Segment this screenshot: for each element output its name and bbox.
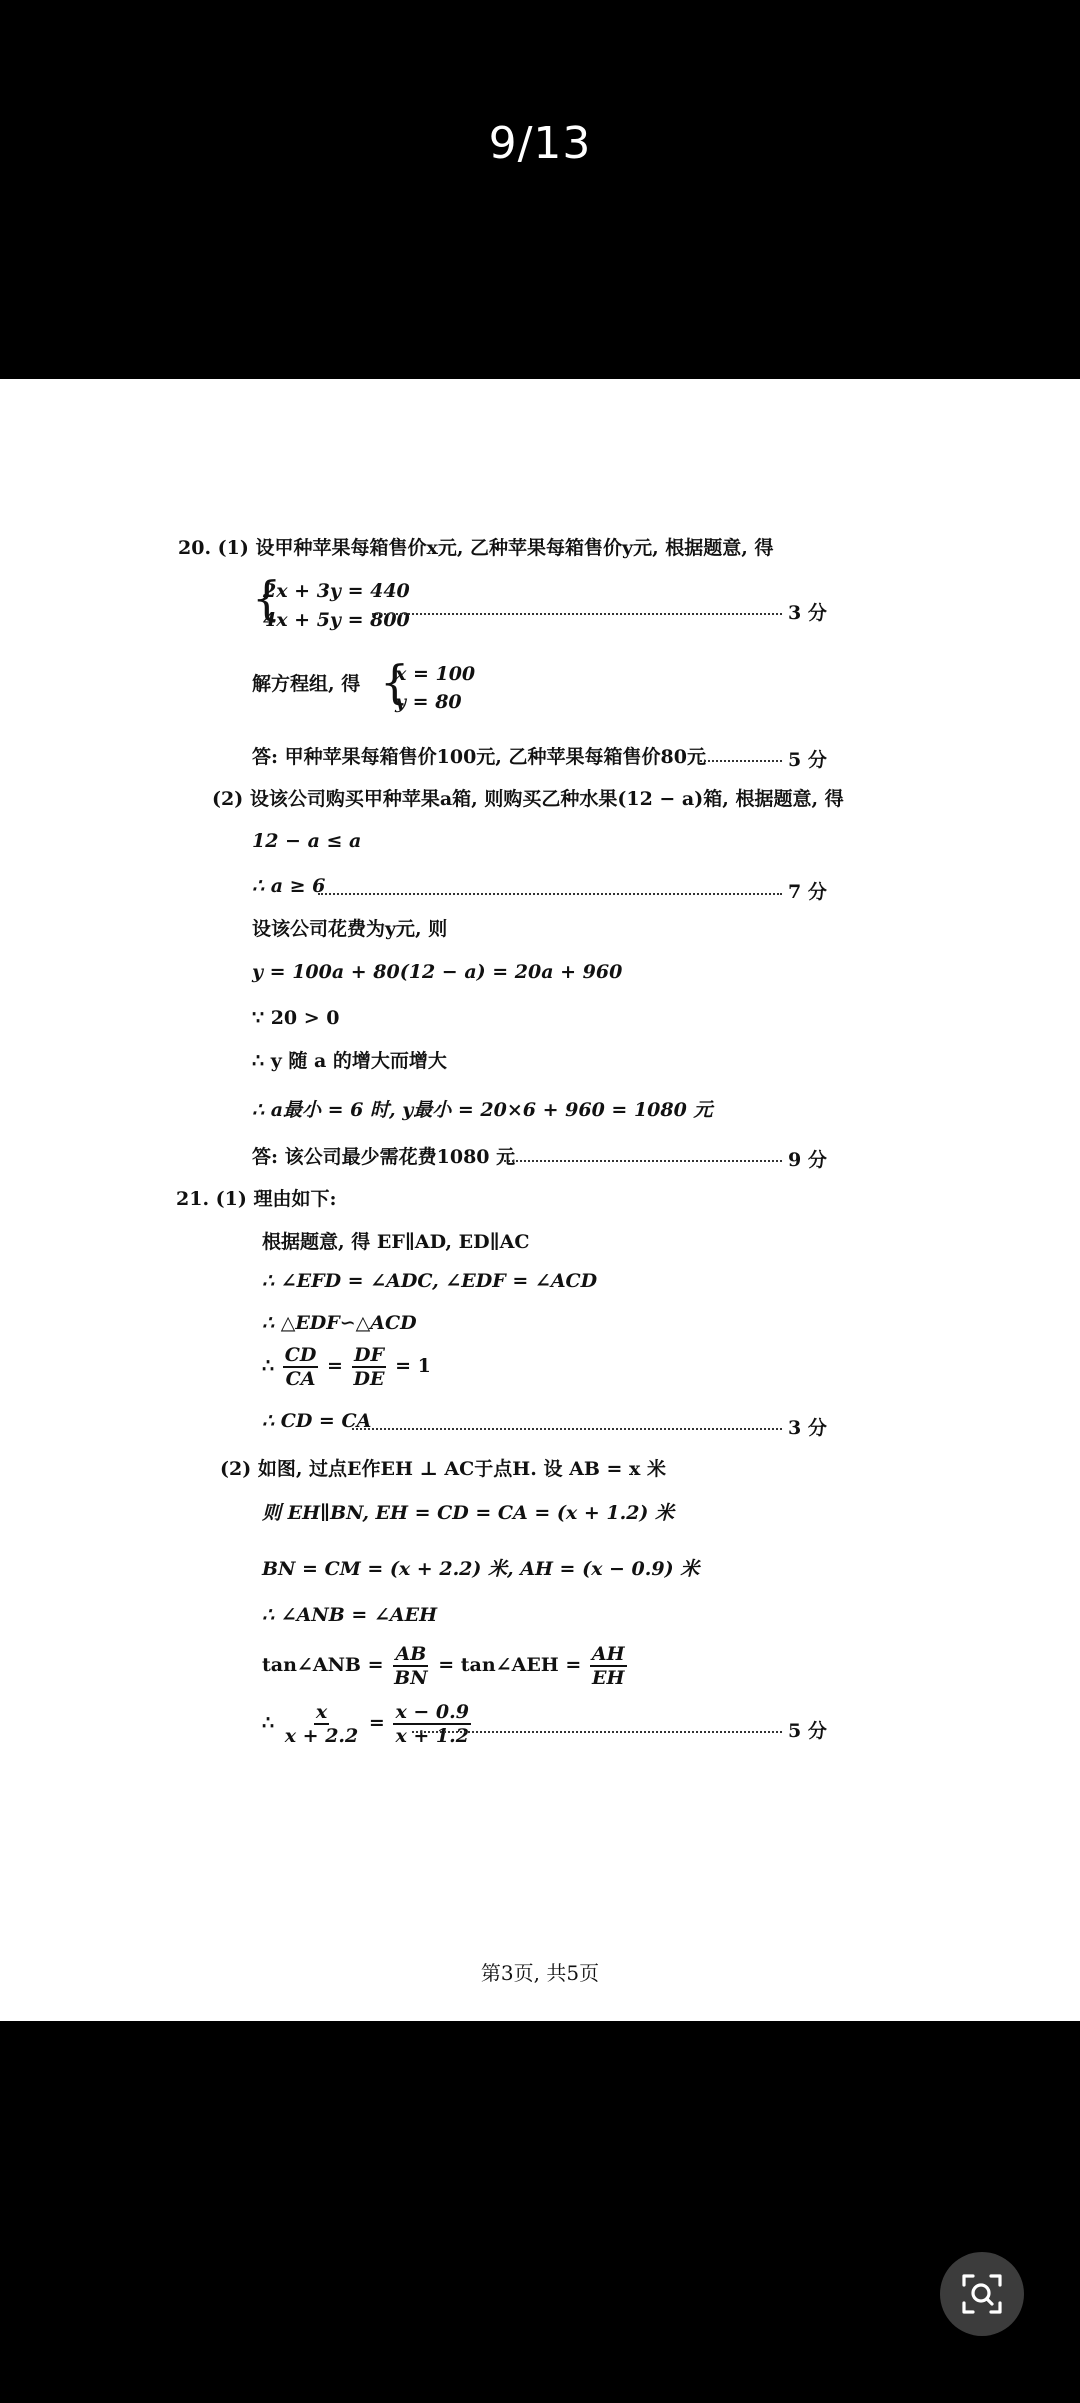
fraction xyxy=(393,1701,471,1747)
score-mark: 5 分 xyxy=(788,1720,827,1742)
numerator: CD xyxy=(284,1344,317,1366)
page-counter: 9/13 xyxy=(488,118,592,169)
equals-one: = 1 xyxy=(395,1355,431,1377)
numerator: x − 0.9 xyxy=(395,1701,469,1723)
a-result: ∴ a ≥ 6 xyxy=(252,875,326,897)
dot-leader xyxy=(352,1428,782,1430)
numerator: DF xyxy=(354,1344,384,1366)
dot-leader xyxy=(412,1731,782,1733)
fraction xyxy=(283,1344,319,1390)
dot-leader xyxy=(700,760,782,762)
denominator: x + 2.2 xyxy=(284,1725,359,1747)
q21-line-2: ∴ ∠EFD = ∠ADC, ∠EDF = ∠ACD xyxy=(262,1270,598,1292)
image-search-icon xyxy=(960,2272,1004,2316)
fraction xyxy=(283,1701,361,1747)
equation-brace: { xyxy=(252,571,282,625)
solve-label: 解方程组, 得 xyxy=(252,673,361,695)
q21-m-line-1: 则 EH∥BN, EH = CD = CA = (x + 1.2) 米 xyxy=(262,1502,675,1524)
tan-line xyxy=(262,1643,629,1689)
solution-x: x = 100 xyxy=(395,663,476,685)
dot-leader xyxy=(500,1160,782,1162)
q21-ratio-line: ∴ $\frac{CD}{CA}$ = $\frac{DF}{DE}$ = 1 xyxy=(262,1344,431,1390)
answer-2: 答: 该公司最少需花费1080 元 xyxy=(252,1146,516,1168)
page-footer: 第3页, 共5页 xyxy=(480,1961,600,1985)
solution-y: y = 80 xyxy=(395,691,462,713)
tan-label-2: = tan∠AEH = xyxy=(438,1654,582,1676)
fraction xyxy=(590,1643,627,1689)
score-mark: 5 分 xyxy=(788,749,827,771)
minimum-line: ∴ a最小 = 6 时, y最小 = 20×6 + 960 = 1080 元 xyxy=(252,1099,713,1121)
document-page[interactable] xyxy=(0,379,1080,2021)
cost-definition: 设该公司花费为y元, 则 xyxy=(252,918,448,940)
solution-brace: { xyxy=(380,655,410,709)
score-mark: 3 分 xyxy=(788,602,827,624)
dot-leader xyxy=(372,613,782,615)
score-mark: 7 分 xyxy=(788,881,827,903)
q21-m-line-2: BN = CM = (x + 2.2) 米, AH = (x − 0.9) 米 xyxy=(262,1558,700,1580)
q21-m-line-3: ∴ ∠ANB = ∠AEH xyxy=(262,1604,438,1626)
fraction xyxy=(392,1643,429,1689)
score-mark: 3 分 xyxy=(788,1417,827,1439)
fraction xyxy=(352,1344,387,1390)
q21-part1-heading: 21. (1) 理由如下: xyxy=(176,1188,337,1210)
equation-2: 4x + 5y = 800 xyxy=(263,609,410,631)
inequality: 12 − a ≤ a xyxy=(252,830,362,852)
q21-line-1: 根据题意, 得 EF∥AD, ED∥AC xyxy=(262,1231,530,1253)
denominator: EH xyxy=(592,1667,625,1689)
numerator: AH xyxy=(591,1643,625,1665)
tan-label-1: tan∠ANB = xyxy=(262,1654,384,1676)
q21-line-3: ∴ △EDF∽△ACD xyxy=(262,1312,417,1334)
dot-leader xyxy=(318,893,782,895)
answer-1: 答: 甲种苹果每箱售价100元, 乙种苹果每箱售价80元 xyxy=(252,746,706,768)
q20-part2-heading: (2) 设该公司购买甲种苹果a箱, 则购买乙种水果(12 − a)箱, 根据题意, 得 xyxy=(212,788,844,810)
q20-part1-heading: 20. (1) 设甲种苹果每箱售价x元, 乙种苹果每箱售价y元, 根据题意, 得 xyxy=(178,537,774,559)
q21-conclusion: ∴ CD = CA xyxy=(262,1410,372,1432)
because-line: ∵ 20 > 0 xyxy=(252,1007,340,1029)
final-equation: ∴ $\frac{x}{x + 2.2}$ = $\frac{x - 0.9}{x + 1.2}$ xyxy=(262,1701,469,1747)
therefore-symbol: ∴ xyxy=(262,1355,275,1377)
increase-line: ∴ y 随 a 的增大而增大 xyxy=(252,1050,447,1072)
therefore-symbol: ∴ xyxy=(262,1712,275,1734)
denominator: x + 1.2 xyxy=(395,1725,469,1747)
denominator: BN xyxy=(394,1667,428,1689)
score-mark: 9 分 xyxy=(788,1149,827,1171)
equation-1: 2x + 3y = 440 xyxy=(263,580,410,602)
image-search-button[interactable] xyxy=(940,2252,1024,2336)
numerator: AB xyxy=(395,1643,427,1665)
denominator: CA xyxy=(285,1368,316,1390)
cost-equation: y = 100a + 80(12 − a) = 20a + 960 xyxy=(252,961,623,983)
numerator: x xyxy=(315,1701,328,1723)
denominator: DE xyxy=(353,1368,385,1390)
q21-part2-heading: (2) 如图, 过点E作EH ⊥ AC于点H. 设 AB = x 米 xyxy=(220,1458,666,1480)
